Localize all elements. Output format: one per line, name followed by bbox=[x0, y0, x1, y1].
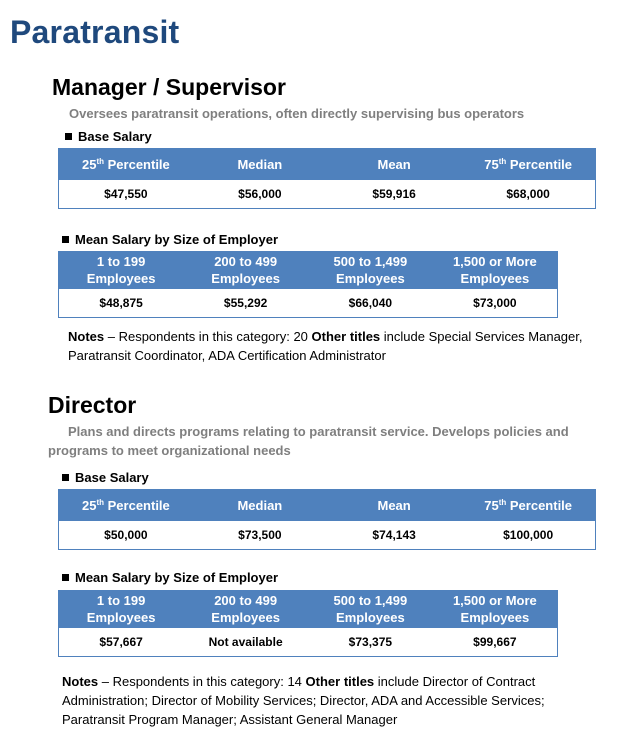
notes-manager bbox=[68, 327, 598, 365]
mean-by-size-label: Mean Salary by Size of Employer bbox=[75, 570, 279, 585]
header-mean: Mean bbox=[327, 149, 461, 180]
value-size-500-1499: $73,375 bbox=[308, 628, 433, 657]
other-titles-text: include Director of Contract Administration; Director of Mobility Services; Director, ADA and Accessible Services; Paratransit Program Manager; Assistant General Manager bbox=[62, 674, 545, 727]
header-size-500-1499: 500 to 1,499 Employees bbox=[308, 591, 433, 628]
base-salary-heading-director bbox=[62, 470, 149, 485]
header-25th-percentile: 25th Percentile bbox=[59, 149, 193, 180]
header-25th-percentile: 25th Percentile bbox=[59, 490, 193, 521]
header-size-1500-plus: 1,500 or More Employees bbox=[433, 591, 558, 628]
value-size-1500-plus: $73,000 bbox=[433, 289, 558, 318]
table-row bbox=[59, 180, 596, 209]
table-header-row bbox=[59, 149, 596, 180]
value-median: $56,000 bbox=[193, 180, 327, 209]
mean-by-size-heading-manager bbox=[62, 232, 278, 247]
mean-by-size-label: Mean Salary by Size of Employer bbox=[75, 232, 279, 247]
notes-respondents: – Respondents in this category: 14 bbox=[98, 674, 306, 689]
notes-label: Notes bbox=[68, 329, 105, 344]
header-size-200-499: 200 to 499 Employees bbox=[183, 591, 308, 628]
value-size-1500-plus: $99,667 bbox=[433, 628, 558, 657]
header-75th-percentile: 75th Percentile bbox=[461, 149, 595, 180]
base-salary-table-director bbox=[58, 489, 596, 550]
table-header-row bbox=[59, 591, 558, 628]
header-size-1500-plus: 1,500 or More Employees bbox=[433, 252, 558, 289]
value-size-1-199: $48,875 bbox=[59, 289, 184, 318]
bullet-square-icon bbox=[65, 133, 72, 140]
header-mean: Mean bbox=[327, 490, 461, 521]
value-75th-percentile: $68,000 bbox=[461, 180, 595, 209]
header-median: Median bbox=[193, 490, 327, 521]
section-title-manager: Manager / Supervisor bbox=[52, 74, 286, 100]
section-title-director: Director bbox=[48, 392, 137, 418]
bullet-square-icon bbox=[62, 474, 69, 481]
mean-by-size-heading-director bbox=[62, 570, 278, 585]
page-title: Paratransit bbox=[10, 14, 180, 50]
value-25th-percentile: $50,000 bbox=[59, 521, 193, 550]
base-salary-label: Base Salary bbox=[78, 129, 152, 144]
value-size-1-199: $57,667 bbox=[59, 628, 184, 657]
value-mean: $59,916 bbox=[327, 180, 461, 209]
value-75th-percentile: $100,000 bbox=[461, 521, 595, 550]
mean-by-size-table-director bbox=[58, 590, 558, 657]
other-titles-label: Other titles bbox=[305, 674, 375, 689]
notes-director bbox=[62, 672, 582, 729]
table-row bbox=[59, 628, 558, 657]
value-size-500-1499: $66,040 bbox=[308, 289, 433, 318]
value-size-200-499: Not available bbox=[183, 628, 308, 657]
base-salary-heading-manager bbox=[65, 129, 152, 144]
base-salary-label: Base Salary bbox=[75, 470, 149, 485]
table-header-row bbox=[59, 252, 558, 289]
mean-by-size-table-manager bbox=[58, 251, 558, 318]
section-description-manager: Oversees paratransit operations, often directly supervising bus operators bbox=[69, 106, 525, 121]
section-description-director: Plans and directs programs relating to paratransit service. Develops policies and programs to meet organizational needs bbox=[48, 424, 569, 458]
other-titles-label: Other titles bbox=[311, 329, 381, 344]
header-size-1-199: 1 to 199 Employees bbox=[59, 252, 184, 289]
header-size-200-499: 200 to 499 Employees bbox=[183, 252, 308, 289]
header-size-500-1499: 500 to 1,499 Employees bbox=[308, 252, 433, 289]
header-size-1-199: 1 to 199 Employees bbox=[59, 591, 184, 628]
table-row bbox=[59, 521, 596, 550]
value-25th-percentile: $47,550 bbox=[59, 180, 193, 209]
value-median: $73,500 bbox=[193, 521, 327, 550]
bullet-square-icon bbox=[62, 574, 69, 581]
base-salary-table-manager bbox=[58, 148, 596, 209]
bullet-square-icon bbox=[62, 236, 69, 243]
header-75th-percentile: 75th Percentile bbox=[461, 490, 595, 521]
value-size-200-499: $55,292 bbox=[183, 289, 308, 318]
notes-respondents: – Respondents in this category: 20 bbox=[104, 329, 312, 344]
other-titles-text: include Special Services Manager, Paratransit Coordinator, ADA Certification Administrator bbox=[68, 329, 583, 363]
notes-label: Notes bbox=[62, 674, 99, 689]
table-header-row bbox=[59, 490, 596, 521]
header-median: Median bbox=[193, 149, 327, 180]
value-mean: $74,143 bbox=[327, 521, 461, 550]
table-row bbox=[59, 289, 558, 318]
